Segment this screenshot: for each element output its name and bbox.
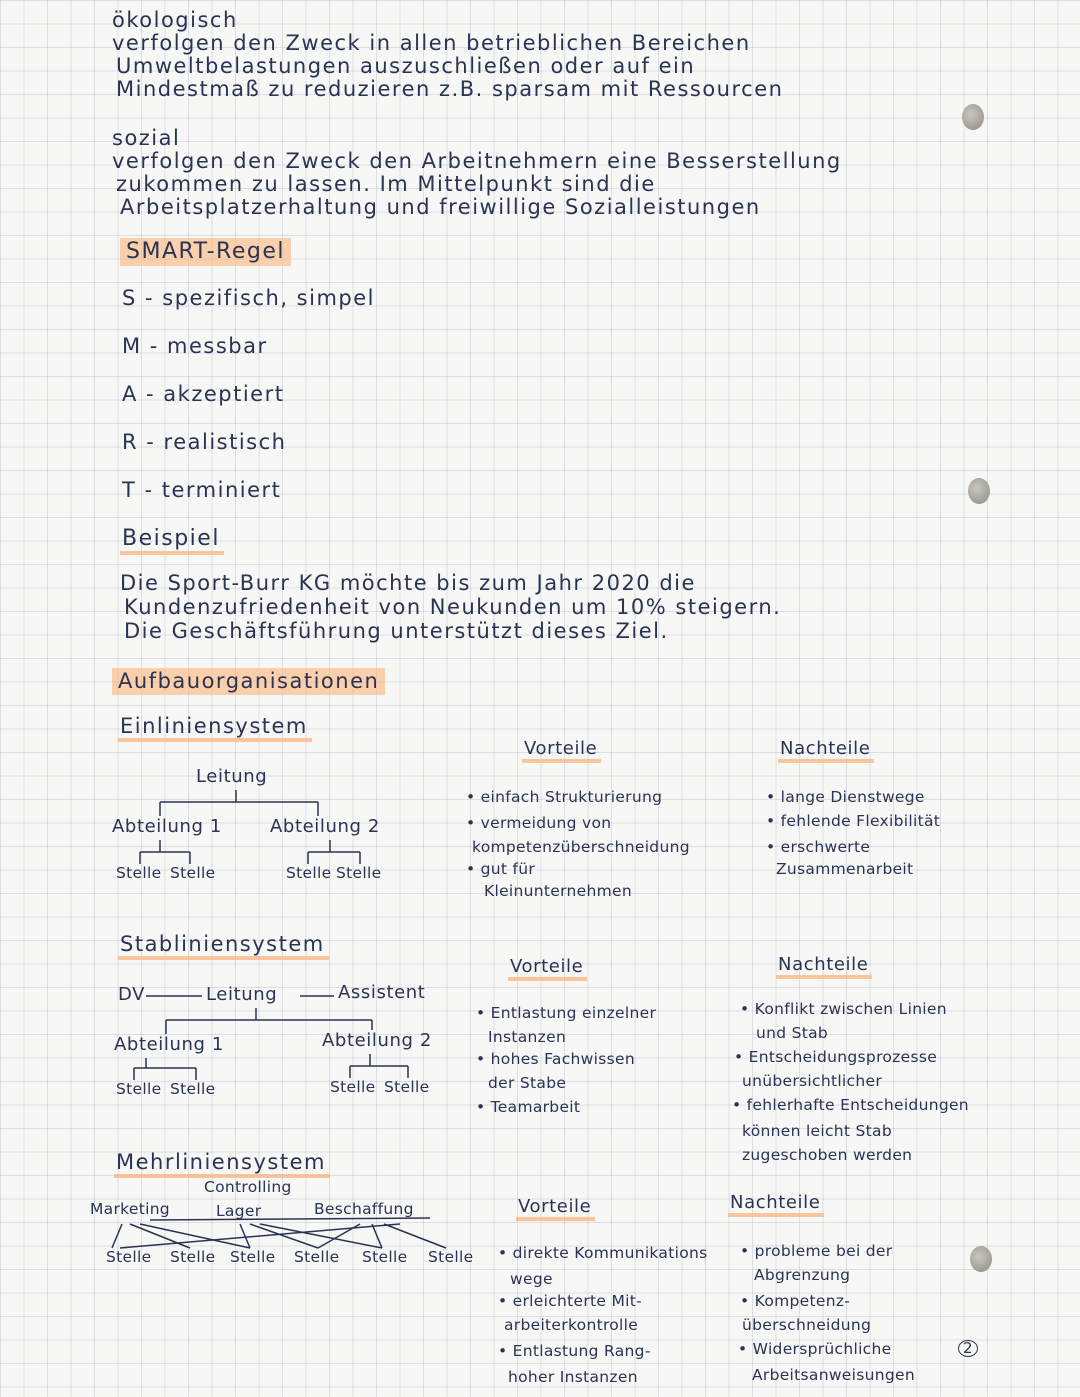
mehrlinien-vorteil-5: • Entlastung Rang- xyxy=(498,1342,651,1360)
einlinien-vorteil-4: • gut für xyxy=(466,860,536,878)
beispiel-line-1: Die Sport-Burr KG möchte bis zum Jahr 2020 die xyxy=(120,571,696,595)
stablinien-title: Stabliniensystem xyxy=(118,934,329,960)
stablinien-vorteil-1: • Entlastung einzelner xyxy=(476,1004,657,1022)
mehrlinien-vorteil-2: wege xyxy=(510,1270,553,1288)
mehrlinien-stelle-2: Stelle xyxy=(170,1248,216,1266)
stablinien-nachteil-5: • fehlerhafte Entscheidungen xyxy=(732,1096,969,1114)
stablinien-vorteil-3: • hohes Fachwissen xyxy=(476,1050,635,1068)
einlinien-vorteil-3: kompetenzüberschneidung xyxy=(472,838,690,856)
mehrlinien-nachteil-2: Abgrenzung xyxy=(754,1266,851,1284)
smart-item-t: T - terminiert xyxy=(122,478,282,502)
smart-item-m: M - messbar xyxy=(122,334,268,358)
sozial-line-2: zukommen zu lassen. Im Mittelpunkt sind die xyxy=(116,172,656,196)
mehrlinien-vorteil-3: • erleichterte Mit- xyxy=(498,1292,643,1310)
sozial-line-1: verfolgen den Zweck den Arbeitnehmern eine Besserstellung xyxy=(112,149,842,173)
sozial-title: sozial xyxy=(112,126,181,150)
einlinien-nachteil-1: • lange Dienstwege xyxy=(766,788,925,806)
mehrlinien-beschaffung: Beschaffung xyxy=(314,1200,414,1218)
einlinien-nachteil-2: • fehlende Flexibilität xyxy=(766,812,941,830)
einlinien-abteilung-2: Abteilung 2 xyxy=(270,816,380,837)
stablinien-abteilung-1: Abteilung 1 xyxy=(114,1034,224,1055)
mehrlinien-vorteil-1: • direkte Kommunikations xyxy=(498,1244,708,1262)
smart-item-s: S - spezifisch, simpel xyxy=(122,286,375,310)
einlinien-nachteil-4: Zusammenarbeit xyxy=(776,860,914,878)
einlinien-title: Einliniensystem xyxy=(118,716,312,742)
stablinien-vorteile-title: Vorteile xyxy=(508,958,587,981)
stablinien-nachteil-4: unübersichtlicher xyxy=(742,1072,882,1090)
stablinien-vorteil-4: der Stabe xyxy=(488,1074,567,1092)
einlinien-vorteil-5: Kleinunternehmen xyxy=(484,882,632,900)
sozial-line-3: Arbeitsplatzerhaltung und freiwillige Sozialleistungen xyxy=(120,195,761,219)
einlinien-vorteile-title: Vorteile xyxy=(522,740,601,763)
smart-item-r: R - realistisch xyxy=(122,430,287,454)
mehrlinien-vorteil-6: hoher Instanzen xyxy=(508,1368,638,1386)
mehrlinien-nachteil-6: Arbeitsanweisungen xyxy=(752,1366,915,1384)
einlinien-nachteile-title: Nachteile xyxy=(778,740,874,763)
einlinien-nachteil-3: • erschwerte xyxy=(766,838,871,856)
stablinien-assistent: Assistent xyxy=(338,982,426,1003)
smart-title: SMART-Regel xyxy=(120,238,291,266)
einlinien-vorteil-2: • vermeidung von xyxy=(466,814,612,832)
mehrlinien-nachteil-5: • Widersprüchliche xyxy=(738,1340,892,1358)
stablinien-dv: DV xyxy=(118,984,146,1005)
stablinien-vorteil-2: Instanzen xyxy=(488,1028,567,1046)
stablinien-nachteil-6: können leicht Stab xyxy=(742,1122,892,1140)
mehrlinien-stelle-1: Stelle xyxy=(106,1248,152,1266)
mehrlinien-marketing: Marketing xyxy=(90,1200,170,1218)
mehrlinien-stelle-5: Stelle xyxy=(362,1248,408,1266)
stablinien-stelle-2: Stelle xyxy=(170,1080,216,1098)
einlinien-leitung: Leitung xyxy=(196,766,268,787)
beispiel-title: Beispiel xyxy=(120,528,224,555)
aufbau-title: Aufbauorganisationen xyxy=(112,668,385,695)
stablinien-stelle-4: Stelle xyxy=(384,1078,430,1096)
stablinien-stelle-3: Stelle xyxy=(330,1078,376,1096)
stablinien-vorteil-5: • Teamarbeit xyxy=(476,1098,581,1116)
smart-item-a: A - akzeptiert xyxy=(122,382,285,406)
mehrlinien-controlling: Controlling xyxy=(204,1178,292,1196)
mehrlinien-nachteil-3: • Kompetenz- xyxy=(740,1292,851,1310)
mehrlinien-stelle-6: Stelle xyxy=(428,1248,474,1266)
mehrlinien-title: Mehrliniensystem xyxy=(114,1152,330,1178)
mehrlinien-lager: Lager xyxy=(216,1202,262,1220)
mehrlinien-stelle-3: Stelle xyxy=(230,1248,276,1266)
einlinien-vorteil-1: • einfach Strukturierung xyxy=(466,788,663,806)
einlinien-stelle-3: Stelle xyxy=(286,864,332,882)
einlinien-stelle-4: Stelle xyxy=(336,864,382,882)
stablinien-stelle-1: Stelle xyxy=(116,1080,162,1098)
oekologisch-line-3: Mindestmaß zu reduzieren z.B. sparsam mit Ressourcen xyxy=(116,77,784,101)
oekologisch-line-1: verfolgen den Zweck in allen betrieblichen Bereichen xyxy=(112,31,751,55)
mehrlinien-stelle-4: Stelle xyxy=(294,1248,340,1266)
mehrlinien-vorteile-title: Vorteile xyxy=(516,1198,595,1221)
einlinien-stelle-1: Stelle xyxy=(116,864,162,882)
oekologisch-line-2: Umweltbelastungen auszuschließen oder auf ein xyxy=(116,54,696,78)
stablinien-nachteil-3: • Entscheidungsprozesse xyxy=(734,1048,938,1066)
stablinien-nachteile-title: Nachteile xyxy=(776,956,872,979)
beispiel-line-2: Kundenzufriedenheit von Neukunden um 10% steigern. xyxy=(124,595,782,619)
einlinien-abteilung-1: Abteilung 1 xyxy=(112,816,222,837)
oekologisch-title: ökologisch xyxy=(112,8,238,32)
stablinien-leitung: Leitung xyxy=(206,984,278,1005)
stablinien-nachteil-1: • Konflikt zwischen Linien xyxy=(740,1000,947,1018)
einlinien-stelle-2: Stelle xyxy=(170,864,216,882)
beispiel-line-3: Die Geschäftsführung unterstützt dieses Ziel. xyxy=(124,619,669,643)
stablinien-abteilung-2: Abteilung 2 xyxy=(322,1030,432,1051)
mehrlinien-nachteile-title: Nachteile xyxy=(728,1194,824,1217)
mehrlinien-nachteil-1: • probleme bei der xyxy=(740,1242,893,1260)
stablinien-nachteil-7: zugeschoben werden xyxy=(742,1146,913,1164)
stablinien-nachteil-2: und Stab xyxy=(756,1024,829,1042)
mehrlinien-nachteil-4: überschneidung xyxy=(742,1316,872,1334)
page-number: 2 xyxy=(958,1340,978,1357)
mehrlinien-vorteil-4: arbeiterkontrolle xyxy=(504,1316,639,1334)
